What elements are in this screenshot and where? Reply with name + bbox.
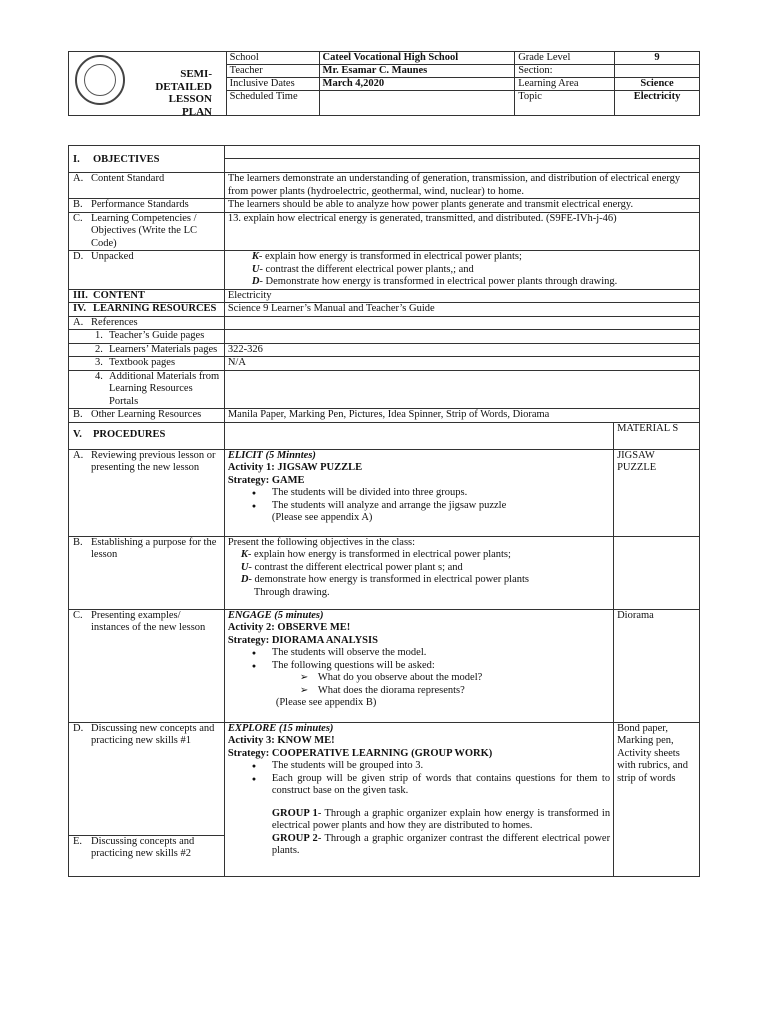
activity-3-bullet-1: ● The students will be grouped into 3. [228, 760, 610, 773]
learners-materials-row [69, 343, 700, 357]
unpacked-label: D. Unpacked [69, 251, 225, 290]
time-label: Scheduled Time [226, 91, 319, 116]
question-2: ➢ What does the diorama represents? [228, 685, 610, 698]
objective-u: U- contrast the different electrical power plant s; and [240, 561, 463, 573]
procedure-c-label: C. Presenting examples/ instances of the new lesson [69, 609, 225, 722]
title-line-3: PLAN [182, 105, 212, 118]
objective-k: K- explain how energy is transformed in electrical power plants; [240, 549, 511, 560]
references-label: A. References [69, 316, 225, 330]
header-title-cell [69, 52, 227, 116]
group-2-task: GROUP 2- Through a graphic organizer contrast the different electrical power plants. [271, 832, 611, 856]
content-label: III. CONTENT [69, 289, 225, 303]
activity-1-bullet-1: ● The students will be divided into three groups. [228, 487, 610, 500]
activity-2-bullet-1: ● The students will observe the model. [228, 647, 610, 660]
activity-1-title: Activity 1: JIGSAW PUZZLE [227, 462, 363, 473]
teachers-guide-row [69, 330, 700, 344]
procedure-a-content [224, 449, 613, 536]
objectives-heading: I. OBJECTIVES [69, 146, 225, 173]
procedure-b-row [69, 536, 700, 609]
content-row [69, 289, 700, 303]
procedure-d-label: D. Discussing new concepts and practicing new skills #1 [69, 722, 225, 835]
objectives-intro: Present the following objectives in the class: [227, 536, 416, 548]
procedure-b-label: B. Establishing a purpose for the lesson [69, 536, 225, 609]
procedure-a-row [69, 449, 700, 536]
objectives-heading-row [69, 146, 700, 159]
resources-text: Science 9 Learner’s Manual and Teacher’s Guide [224, 303, 699, 317]
additional-materials-row [69, 370, 700, 409]
engage-phase: ENGAGE (5 minutes) [227, 609, 324, 621]
teachers-guide-value [224, 330, 699, 344]
section-label: Section: [515, 65, 615, 78]
school-value: Cateel Vocational High School [319, 52, 515, 65]
textbook-pages-label: 3. Textbook pages [69, 357, 225, 371]
teacher-value: Mr. Esamar C. Maunes [319, 65, 515, 78]
unpacked-item-d: D- Demonstrate how energy is transformed in electrical power plants through drawing. [251, 276, 618, 287]
unpacked-list [224, 251, 699, 290]
procedure-d-row [69, 722, 700, 835]
procedure-c-materials: Diorama [614, 609, 700, 722]
topic-label: Topic [515, 91, 615, 116]
unpacked-item-u: U- contrast the different electrical power plants,; and [251, 263, 474, 275]
other-resources-row [69, 409, 700, 423]
content-standard-text: The learners demonstrate an understanding of generation, transmission, and distribution of electrical energy from power plants (hydroelectric, geothermal, wind, nuclear) to home. [224, 173, 699, 199]
activity-1-bullet-2: ● The students will analyze and arrange the jigsaw puzzle [228, 500, 610, 513]
title-line-1: SEMI- [180, 68, 212, 80]
procedures-heading-row [69, 422, 700, 449]
activity-3-bullet-2: ● Each group will be given strip of words that contains questions for them to construct base on the given task. [228, 773, 610, 798]
school-label: School [226, 52, 319, 65]
competencies-row [69, 212, 700, 251]
performance-standards-label: B. Performance Standards [69, 199, 225, 213]
section-value [615, 65, 700, 78]
activity-3-strategy: Strategy: COOPERATIVE LEARNING (GROUP WORK) [227, 747, 493, 759]
learners-materials-value: 322-326 [224, 343, 699, 357]
topic-value: Electricity [615, 91, 700, 116]
procedure-d-materials: Bond paper, Marking pen, Activity sheets with rubrics, and strip of words [614, 722, 700, 876]
activity-1-note: (Please see appendix A) [271, 512, 373, 523]
procedure-c-content [224, 609, 613, 722]
performance-standards-text: The learners should be able to analyze how power plants generate and transmit electrical energy. [224, 199, 699, 213]
elicit-phase: ELICIT (5 Minntes) [227, 449, 316, 461]
textbook-pages-value: N/A [224, 357, 699, 371]
time-value [319, 91, 515, 116]
activity-2-strategy: Strategy: DIORAMA ANALYSIS [227, 634, 378, 646]
grade-level-value: 9 [615, 52, 700, 65]
objective-d: D- demonstrate how energy is transformed in electrical power plants [240, 574, 530, 585]
procedure-d-content [224, 722, 613, 876]
dates-label: Inclusive Dates [226, 78, 319, 91]
resources-label: IV. LEARNING RESOURCES [69, 303, 225, 317]
competencies-label: C. Learning Competencies / Objectives (Write the LC Code) [69, 212, 225, 251]
activity-2-title: Activity 2: OBSERVE ME! [227, 622, 351, 633]
activity-1-strategy: Strategy: GAME [227, 474, 305, 486]
procedure-e-label: E. Discussing concepts and practicing new skills #2 [69, 835, 225, 876]
resources-row [69, 303, 700, 317]
procedure-c-row [69, 609, 700, 722]
header-table [68, 51, 700, 116]
materials-header: MATERIAL S [614, 422, 700, 449]
other-resources-value: Manila Paper, Marking Pen, Pictures, Idea Spinner, Strip of Words, Diorama [224, 409, 699, 423]
learning-area-label: Learning Area [515, 78, 615, 91]
objective-d-continued: Through drawing. [253, 586, 330, 598]
competencies-text: 13. explain how electrical energy is generated, transmitted, and distributed. (S9FE-IVh-j-46) [224, 212, 699, 251]
lesson-plan-table [68, 145, 700, 877]
activity-2-bullet-2: ● The following questions will be asked: [228, 660, 610, 673]
learners-materials-label: 2. Learners’ Materials pages [69, 343, 225, 357]
dates-value: March 4,2020 [319, 78, 515, 91]
learning-area-value: Science [615, 78, 700, 91]
unpacked-item-k: K- explain how energy is transformed in electrical power plants; [251, 251, 522, 262]
references-row [69, 316, 700, 330]
teacher-label: Teacher [226, 65, 319, 78]
procedure-a-materials: JIGSAW PUZZLE [614, 449, 700, 536]
other-resources-label: B. Other Learning Resources [69, 409, 225, 423]
additional-materials-label: 4. Additional Materials from Learning Resources Portals [69, 370, 225, 409]
header-row-school [69, 52, 700, 65]
explore-phase: EXPLORE (15 minutes) [227, 722, 334, 734]
textbook-pages-row [69, 357, 700, 371]
content-standard-row [69, 173, 700, 199]
title-line-2: DETAILED LESSON [155, 80, 212, 105]
activity-2-note: (Please see appendix B) [275, 697, 377, 708]
unpacked-row [69, 251, 700, 290]
additional-materials-value [224, 370, 699, 409]
procedure-b-content [224, 536, 613, 609]
performance-standards-row [69, 199, 700, 213]
activity-3-title: Activity 3: KNOW ME! [227, 735, 335, 746]
content-text: Electricity [224, 289, 699, 303]
procedure-a-label: A. Reviewing previous lesson or presenting the new lesson [69, 449, 225, 536]
procedures-heading: V. PROCEDURES [69, 422, 225, 449]
teachers-guide-label: 1. Teacher’s Guide pages [69, 330, 225, 344]
content-standard-label: A. Content Standard [69, 173, 225, 199]
question-1: ➢ What do you observe about the model? [228, 672, 610, 685]
group-1-task: GROUP 1- Through a graphic organizer explain how energy is transformed in electrical power plants and how they are distributed to homes. [271, 807, 611, 831]
grade-level-label: Grade Level [515, 52, 615, 65]
